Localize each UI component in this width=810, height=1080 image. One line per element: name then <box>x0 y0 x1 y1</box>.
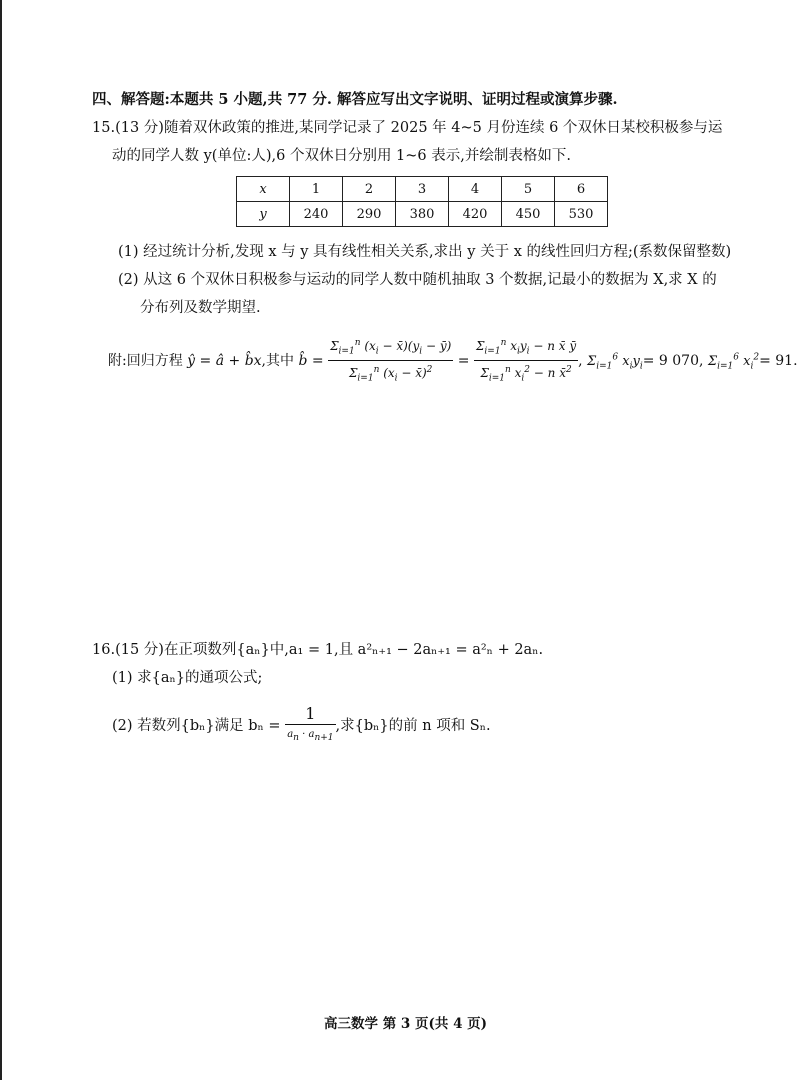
q15-part1: (1) 经过统计分析,发现 x 与 y 具有线性相关关系,求出 y 关于 x 的线性回归方程;(系数保留整数) <box>118 244 732 260</box>
table-cell: 2 <box>343 177 396 202</box>
appendix-given-sum-x2: = 91. <box>759 352 798 369</box>
table-cell: 450 <box>502 202 555 227</box>
q16-number: 16. <box>92 642 116 658</box>
q15-stem-line2: 动的同学人数 y(单位:人),6 个双休日分别用 1~6 表示,并绘制表格如下. <box>112 148 571 164</box>
table-header-y: y <box>237 202 290 227</box>
table-row <box>237 177 608 202</box>
appendix-fraction-1: $\frac{\Sigma_{i=1}^n (x_i - x̄)(y_i - ȳ)}{\Sigma_{i=1}^n (x_i - x̄)^2}$ <box>328 334 453 388</box>
q16-part1: (1) 求{aₙ}的通项公式; <box>112 670 263 686</box>
q15-number: 15. <box>92 120 116 136</box>
appendix-prefix: 附:回归方程 <box>108 352 183 369</box>
appendix-fraction-2: $\frac{\Sigma_{i=1}^n x_iy_i - n x̄ ȳ}{\Sigma_{i=1}^n x_i^2 - n x̄^2}$ <box>474 334 578 388</box>
q15-line1 <box>92 118 722 138</box>
table-cell: 4 <box>449 177 502 202</box>
q15-part2-line1: (2) 从这 6 个双休日积极参与运动的同学人数中随机抽取 3 个数据,记最小的数据为 X,求 X 的 <box>118 272 717 288</box>
section-heading: 四、解答题:本题共 5 小题,共 77 分. 解答应写出文字说明、证明过程或演算步骤. <box>92 91 618 108</box>
table-cell: 420 <box>449 202 502 227</box>
q15-data-table <box>236 176 608 227</box>
table-cell: 1 <box>290 177 343 202</box>
q15-appendix: 附:回归方程 ŷ = â + b̂x,其中 b̂ = $\frac{\Sigma_{i=1}^n (x_i - x̄)(y_i - ȳ)}{\Sigma_{i=1}^n (x_i - x̄)^2}$ = $\frac{\Sigma_{i=1}^n x_iy_i - n x̄ ȳ}{\Sigma_{i=1}^n x_i^2 - n x̄^2}$ , $\Sigma_{i=1}^6$ $x_iy_i= 9$ 070, $\Sigma_{i=1}^6$ $x_i^2= 91$. <box>108 334 798 388</box>
q16-line1 <box>92 640 543 660</box>
table-header-x: x <box>237 177 290 202</box>
q15-part2-line2: 分布列及数学期望. <box>140 300 261 316</box>
table-cell: 380 <box>396 202 449 227</box>
table-cell: 530 <box>555 202 608 227</box>
table-cell: 5 <box>502 177 555 202</box>
q16-part2 <box>112 704 491 748</box>
q16-score: (15 分) <box>115 642 164 658</box>
appendix-bhat: b̂ = <box>298 352 324 369</box>
q16-stem: 在正项数列{aₙ}中,a₁ = 1,且 a²ₙ₊₁ − 2aₙ₊₁ = a²ₙ + 2aₙ. <box>163 642 544 658</box>
appendix-regression-eq: ŷ = â + b̂x <box>187 352 262 369</box>
q15-stem-line1: 随着双休政策的推进,某同学记录了 2025 年 4~5 月份连续 6 个双休日某校积极参与运 <box>163 120 723 136</box>
q16-bn-fraction: $\frac{1}{a_n \cdot a_{n+1}}$ <box>287 704 334 743</box>
page-edge <box>0 0 2 1080</box>
table-cell: 6 <box>555 177 608 202</box>
table-cell: 240 <box>290 202 343 227</box>
q16-part2-suffix: ,求{bₙ}的前 n 项和 Sₙ. <box>335 718 491 734</box>
appendix-where: ,其中 <box>261 352 294 369</box>
q15-score: (13 分) <box>115 120 164 136</box>
table-cell: 3 <box>396 177 449 202</box>
table-cell: 290 <box>343 202 396 227</box>
table-row <box>237 202 608 227</box>
appendix-given-sum-xy: = 9 070 <box>642 352 699 369</box>
q16-part2-prefix: (2) 若数列{bₙ}满足 bₙ = <box>112 718 281 734</box>
page-footer: 高三数学 第 3 页(共 4 页) <box>324 1016 488 1032</box>
